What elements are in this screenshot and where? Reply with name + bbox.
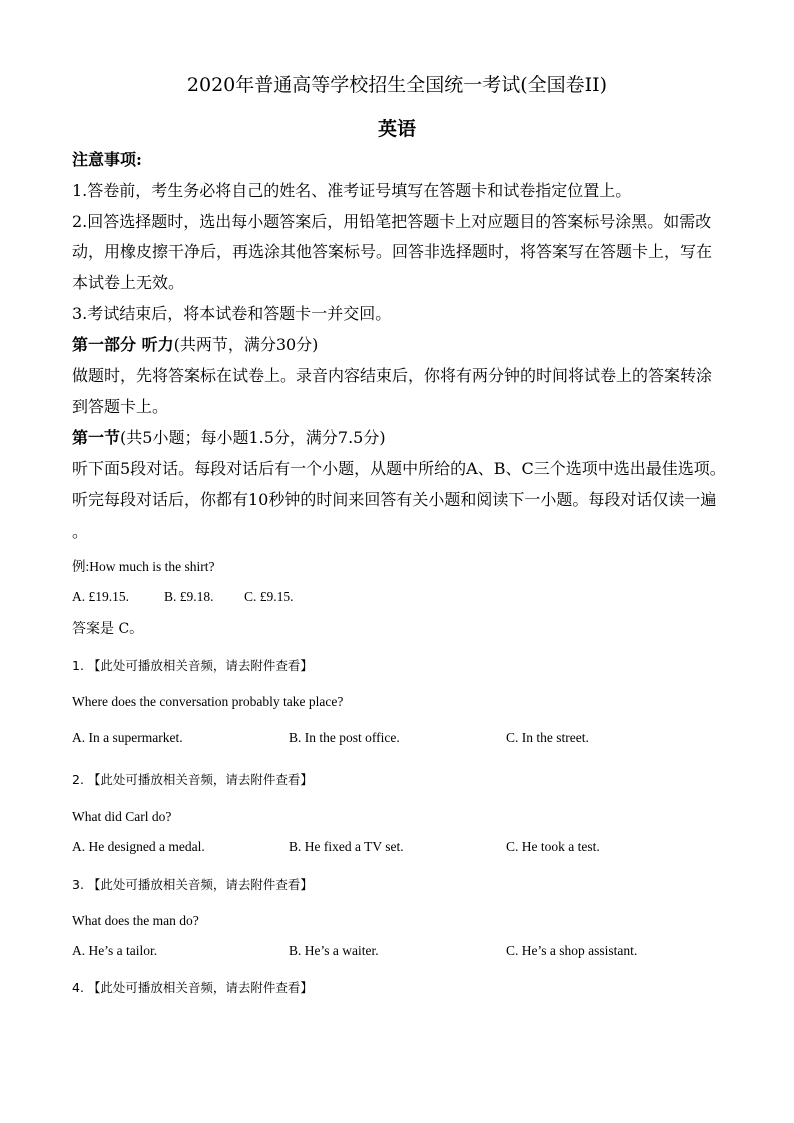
- question-3-option-a: A. He’s a tailor.: [72, 943, 158, 958]
- section1-intro-line-2: 听完每段对话后，你都有10秒钟的时间来回答有关小题和阅读下一小题。每段对话仅读一遍: [72, 490, 717, 509]
- part1-heading-rest: (共两节，满分30分): [173, 335, 319, 354]
- question-1-option-a: A. In a supermarket.: [72, 730, 183, 745]
- example-answer: 答案是 C。: [72, 621, 144, 637]
- question-1-option-c: C. In the street.: [506, 730, 589, 745]
- section1-intro-line-1: 听下面5段对话。每段对话后有一个小题，从题中所给的A、B、C三个选项中选出最佳选项。: [72, 459, 726, 478]
- subject-title: 英语: [377, 118, 416, 140]
- example-option-a: A. £19.15.: [72, 589, 129, 604]
- notice-item-3: 3.考试结束后，将本试卷和答题卡一并交回。: [72, 304, 392, 323]
- question-2-text: What did Carl do?: [72, 809, 172, 824]
- question-2-option-a: A. He designed a medal.: [72, 839, 205, 854]
- notice-item-1: 1.答卷前，考生务必将自己的姓名、准考证号填写在答题卡和试卷指定位置上。: [72, 181, 632, 200]
- part1-heading-bold: 第一部分 听力: [72, 335, 174, 354]
- section1-heading: [72, 428, 732, 448]
- question-4-head: 4. 【此处可播放相关音频，请去附件查看】: [72, 980, 313, 995]
- notice-item-2-line-1: 2.回答选择题时，选出每小题答案后，用铅笔把答题卡上对应题目的答案标号涂黑。如需改: [72, 212, 712, 231]
- exam-title: 2020年普通高等学校招生全国统一考试(全国卷II): [186, 74, 608, 96]
- question-1-option-b: B. In the post office.: [289, 730, 400, 745]
- question-3-option-c: C. He’s a shop assistant.: [506, 943, 638, 958]
- example-option-b: B. £9.18.: [164, 589, 214, 604]
- part1-heading: [72, 335, 732, 355]
- question-3-option-b: B. He’s a waiter.: [289, 943, 379, 958]
- notice-item-2-line-3: 本试卷上无效。: [72, 273, 185, 292]
- part1-intro-line-2: 到答题卡上。: [72, 397, 169, 416]
- question-2-head: 2. 【此处可播放相关音频，请去附件查看】: [72, 772, 313, 787]
- question-1-text: Where does the conversation probably take place?: [72, 694, 344, 709]
- question-1-head: 1. 【此处可播放相关音频，请去附件查看】: [72, 658, 313, 673]
- question-2-option-c: C. He took a test.: [506, 839, 600, 854]
- example-option-c: C. £9.15.: [244, 589, 294, 604]
- part1-intro-line-1: 做题时，先将答案标在试卷上。录音内容结束后，你将有两分钟的时间将试卷上的答案转涂: [72, 366, 713, 385]
- question-2-option-b: B. He fixed a TV set.: [289, 839, 404, 854]
- question-3-text: What does the man do?: [72, 913, 199, 928]
- section1-heading-bold: 第一节: [72, 428, 121, 447]
- question-3-head: 3. 【此处可播放相关音频，请去附件查看】: [72, 877, 313, 892]
- section1-heading-rest: (共5小题；每小题1.5分，满分7.5分): [120, 428, 386, 447]
- example-question: 例:How much is the shirt?: [72, 559, 215, 574]
- section1-intro-line-3: 。: [72, 522, 89, 541]
- notice-heading: 注意事项:: [72, 150, 142, 169]
- notice-item-2-line-2: 动，用橡皮擦干净后，再选涂其他答案标号。回答非选择题时，将答案写在答题卡上，写在: [72, 242, 713, 261]
